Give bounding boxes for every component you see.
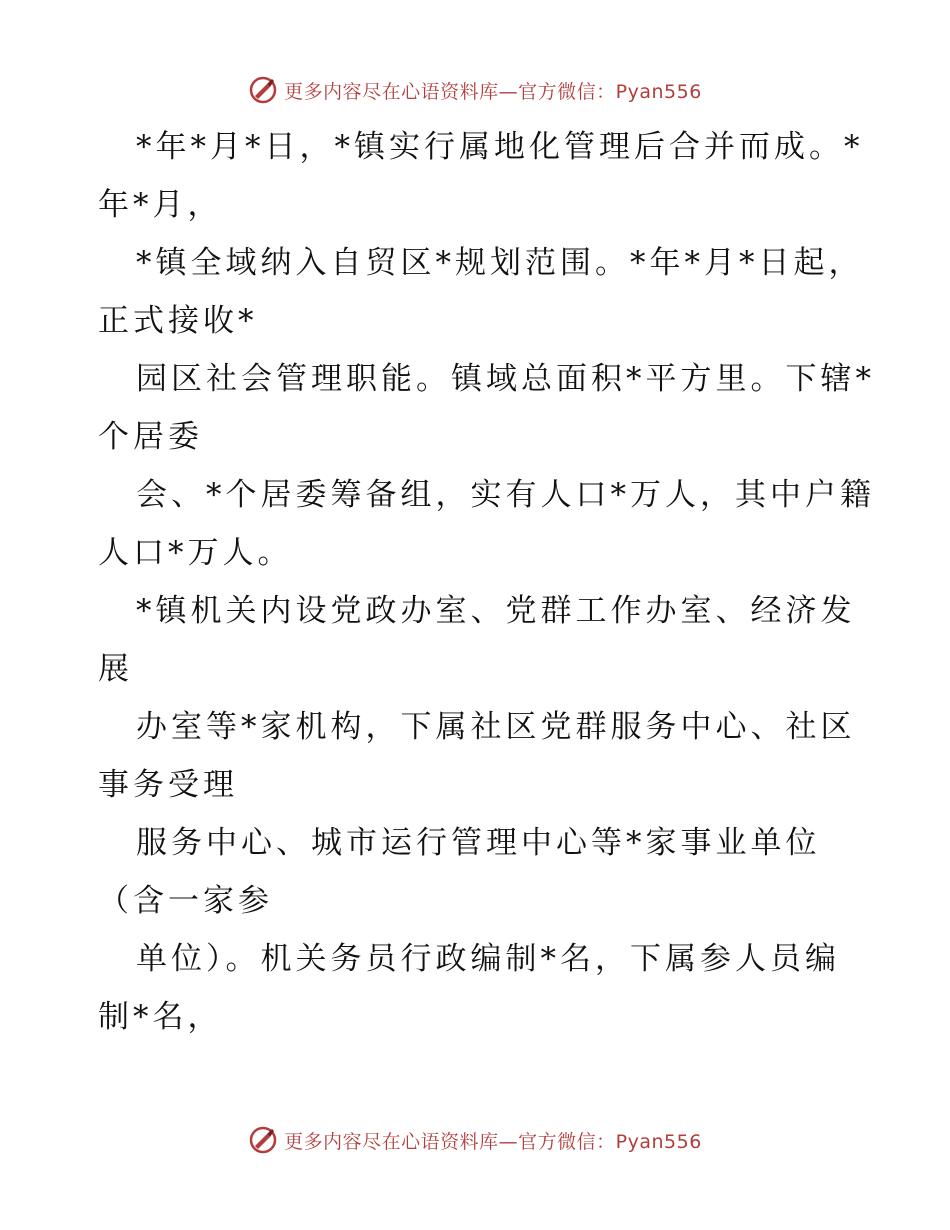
header-banner	[0, 70, 950, 110]
body-line: 制*名，	[98, 999, 223, 1035]
body-line: *年*月*日，*镇实行属地化管理后合并而成。*	[136, 129, 864, 165]
body-line: 个居委	[98, 419, 203, 455]
body-line: 事务受理	[98, 767, 238, 803]
body-line: 单位）。机关务员行政编制*名，下属参人员编	[136, 941, 840, 977]
document-body	[98, 118, 875, 1046]
pen-circle-icon	[248, 1125, 278, 1155]
body-line: *镇全域纳入自贸区*规划范围。*年*月*日起，	[136, 245, 864, 281]
body-line: 人口*万人。	[98, 535, 293, 571]
body-line: *镇机关内设党政办室、党群工作办室、经济发	[136, 593, 856, 629]
banner-text: 更多内容尽在心语资料库—官方微信：Pyan556	[284, 1130, 702, 1153]
body-line: 园区社会管理职能。镇域总面积*平方里。下辖*	[136, 361, 875, 397]
banner-text: 更多内容尽在心语资料库—官方微信：Pyan556	[284, 80, 702, 103]
body-line: 展	[98, 651, 133, 687]
footer-banner	[0, 1120, 950, 1160]
body-line: 服务中心、城市运行管理中心等*家事业单位	[136, 825, 821, 861]
pen-circle-icon	[248, 75, 278, 105]
body-line: （含一家参	[98, 883, 273, 919]
body-line: 年*月，	[98, 187, 223, 223]
body-line: 办室等*家机构，下属社区党群服务中心、社区	[136, 709, 856, 745]
body-line: 会、*个居委筹备组，实有人口*万人，其中户籍	[136, 477, 875, 513]
body-line: 正式接收*	[98, 303, 258, 339]
